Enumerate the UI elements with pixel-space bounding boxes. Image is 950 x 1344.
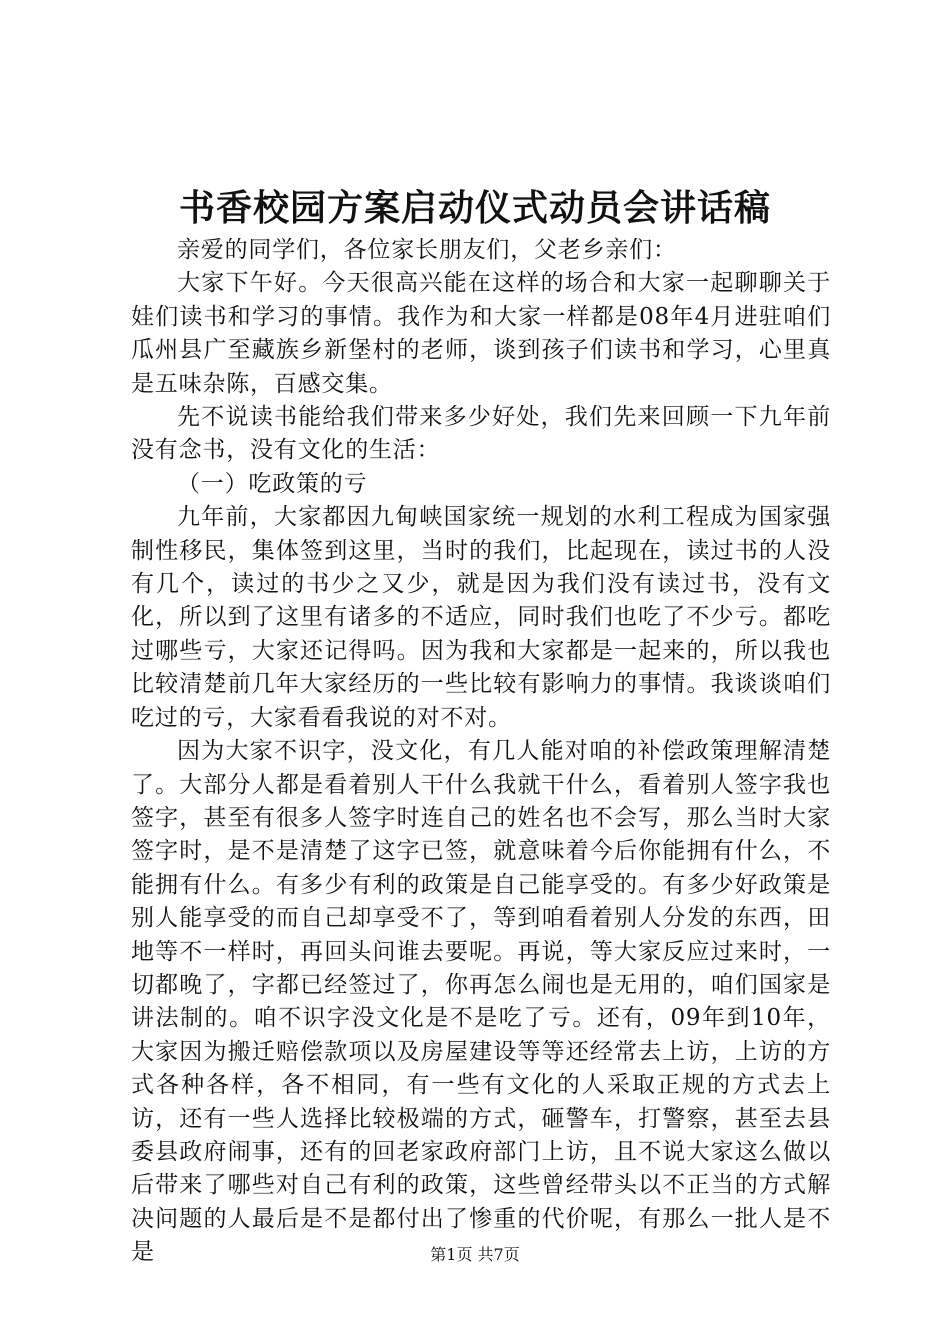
paragraph-salutation: 亲爱的同学们，各位家长朋友们，父老乡亲们： [177,237,677,263]
section-heading: （一）吃政策的亏 [177,470,368,497]
paragraph-review-intro: 先不说读书能给我们带来多少好处，我们先来回顾一下九年前没有念书，没有文化的生活： [131,404,831,464]
paragraph-relocation: 九年前，大家都因九甸峡国家统一规划的水利工程成为国家强制性移民，集体签到这里，当时的我们，比起现在，读过书的人没有几个，读过的书少之又少，就是因为我们没有读过书，没有文化，所以到了这里有诸多的不适应，同时我们也吃了不少亏。都吃过哪些亏，大家还记得吗。因为我和大家都是一起来的，所以我也比较清楚前几年大家经历的一些比较有影响力的事情。我谈谈咱们吃过的亏，大家看看我说的对不对。 [131,504,831,731]
document-body [131,234,831,1270]
paragraph-greeting: 大家下午好。今天很高兴能在这样的场合和大家一起聊聊关于娃们读书和学习的事情。我作为和大家一样都是08年4月进驻咱们瓜州县广至藏族乡新堡村的老师，谈到孩子们读书和学习，心里真是五味杂陈，百感交集。 [131,270,831,397]
document-title: 书香校园方案启动仪式动员会讲话稿 [178,187,771,229]
paragraph-policy: 因为大家不识字，没文化，有几人能对咱的补偿政策理解清楚了。大部分人都是看着别人干什么我就干什么，看着别人签字我也签字，甚至有很多人签字时连自己的姓名也不会写，那么当时大家签字时，是不是清楚了这字已签，就意味着今后你能拥有什么，不能拥有什么。有多少有利的政策是自己能享受的。有多少好政策是别人能享受的而自己却享受不了，等到咱看着别人分发的东西，田地等不一样时，再回头问谁去要呢。再说，等大家反应过来时，一切都晚了，字都已经签过了，你再怎么闹也是无用的，咱们国家是讲法制的。咱不识字没文化是不是吃了亏。还有，09年到10年，大家因为搬迁赔偿款项以及房屋建设等等还经常去上访，上访的方式各种各样，各不相同，有一些有文化的人采取正规的方式去上访，还有一些人选择比较极端的方式，砸警车，打警察，甚至去县委县政府闹事，还有的回老家政府部门上访，且不说大家这么做以后带来了哪些对自己有利的政策，这些曾经带头以不正当的方式解决问题的人最后是不是都付出了惨重的代价呢，有那么一批人是不是 [131,738,831,1266]
page-number-footer: 第1页 共7页 [430,1245,520,1264]
